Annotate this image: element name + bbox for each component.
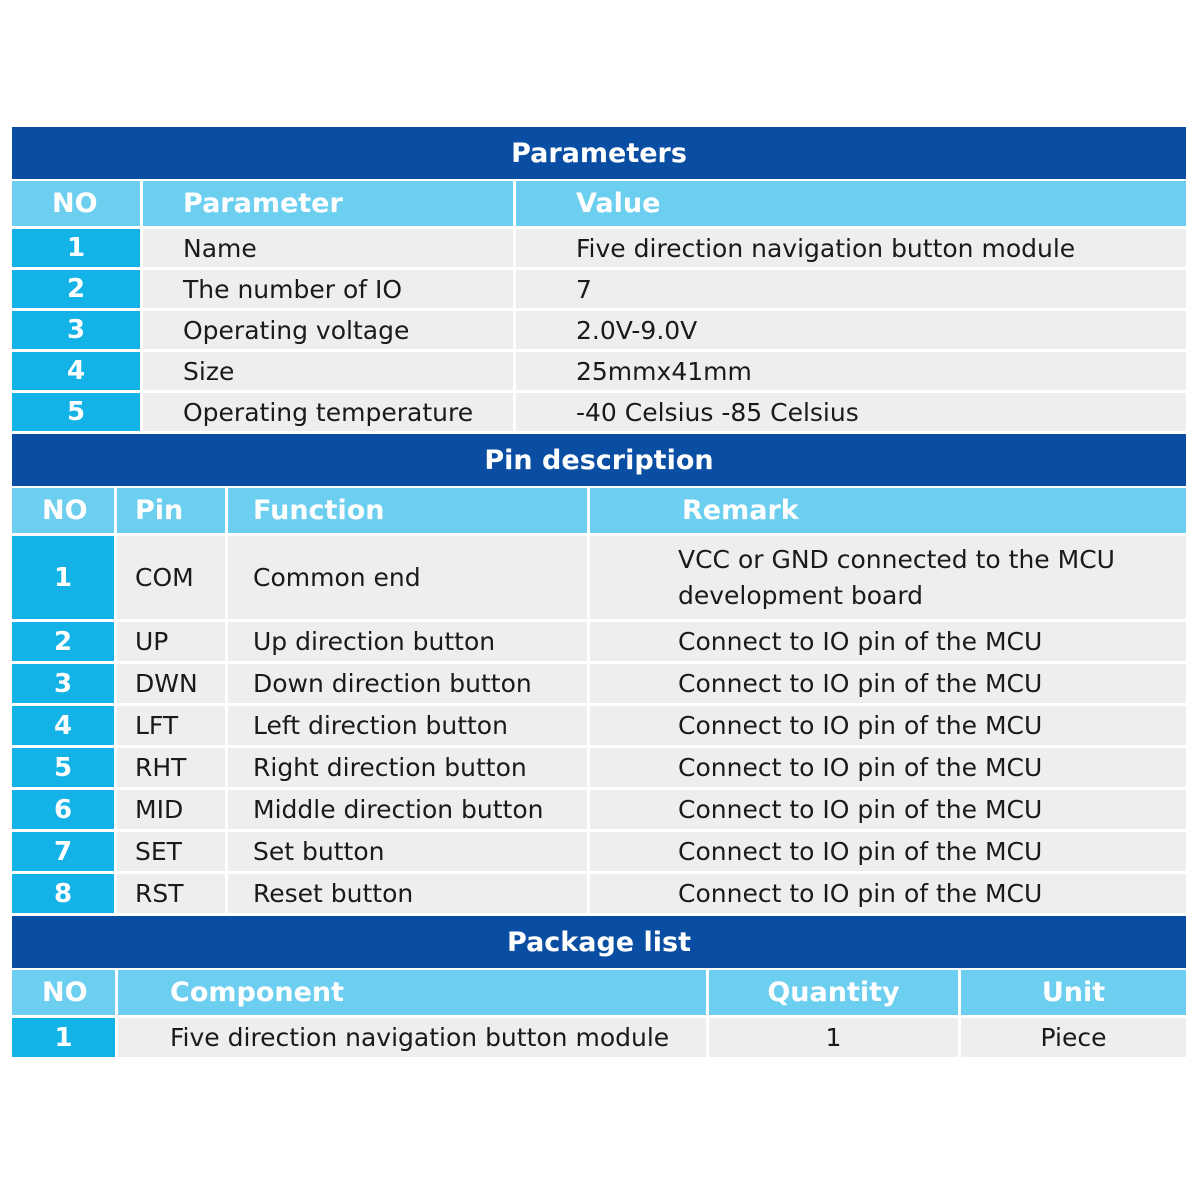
table-row	[12, 1018, 1186, 1060]
header-value: Value	[576, 188, 661, 219]
pin-function: Common end	[228, 536, 590, 619]
table-row	[12, 622, 1186, 664]
table-row	[12, 311, 1186, 352]
row-no: 2	[12, 270, 143, 308]
parameter-name: Name	[143, 229, 516, 267]
row-no: 7	[12, 832, 117, 871]
table-row	[12, 536, 1186, 622]
package-component: Five direction navigation button module	[118, 1018, 709, 1057]
pin-function: Down direction button	[228, 664, 590, 703]
parameters-title: Parameters	[12, 127, 1186, 181]
table-row	[12, 270, 1186, 311]
package-quantity: 1	[709, 1018, 961, 1057]
header-remark: Remark	[682, 495, 799, 526]
pin-function: Reset button	[228, 874, 590, 913]
pin-remark: Connect to IO pin of the MCU	[678, 669, 1043, 698]
parameters-body	[12, 229, 1186, 434]
header-function: Function	[228, 488, 590, 533]
pin-name: RST	[117, 874, 228, 913]
row-no: 4	[12, 352, 143, 390]
parameter-name: Operating voltage	[143, 311, 516, 349]
pin-function: Set button	[228, 832, 590, 871]
table-row	[12, 352, 1186, 393]
row-no: 3	[12, 311, 143, 349]
row-no: 5	[12, 393, 143, 431]
table-row	[12, 874, 1186, 916]
table-row	[12, 832, 1186, 874]
parameter-name: Operating temperature	[143, 393, 516, 431]
pin-function: Up direction button	[228, 622, 590, 661]
row-no: 1	[12, 536, 117, 619]
parameter-value: 2.0V-9.0V	[576, 315, 698, 345]
pin-name: COM	[117, 536, 228, 619]
pin-name: DWN	[117, 664, 228, 703]
package-body	[12, 1018, 1186, 1060]
package-unit: Piece	[1040, 1023, 1107, 1052]
row-no: 3	[12, 664, 117, 703]
table-row	[12, 706, 1186, 748]
pins-title: Pin description	[12, 434, 1186, 488]
header-no: NO	[12, 181, 143, 226]
pins-body	[12, 536, 1186, 916]
header-no: NO	[12, 488, 117, 533]
parameter-name: Size	[143, 352, 516, 390]
header-parameter: Parameter	[143, 181, 516, 226]
pin-name: SET	[117, 832, 228, 871]
table-row	[12, 664, 1186, 706]
parameter-value: Five direction navigation button module	[576, 233, 1076, 263]
pin-name: UP	[117, 622, 228, 661]
pin-remark	[590, 536, 1186, 619]
pin-name: LFT	[117, 706, 228, 745]
pin-remark: Connect to IO pin of the MCU	[678, 711, 1043, 740]
header-component: Component	[118, 970, 709, 1015]
spec-sheet	[12, 127, 1186, 1060]
pin-remark: Connect to IO pin of the MCU	[678, 837, 1043, 866]
row-no: 2	[12, 622, 117, 661]
row-no: 8	[12, 874, 117, 913]
parameter-value: -40 Celsius -85 Celsius	[576, 397, 859, 427]
row-no: 6	[12, 790, 117, 829]
row-no: 5	[12, 748, 117, 787]
row-no: 1	[12, 1018, 118, 1057]
header-unit: Unit	[1041, 977, 1106, 1008]
header-quantity: Quantity	[709, 970, 961, 1015]
parameter-name: The number of IO	[143, 270, 516, 308]
pin-name: MID	[117, 790, 228, 829]
pin-name: RHT	[117, 748, 228, 787]
table-row	[12, 748, 1186, 790]
pin-remark: Connect to IO pin of the MCU	[678, 795, 1043, 824]
pin-function: Middle direction button	[228, 790, 590, 829]
header-pin: Pin	[117, 488, 228, 533]
pin-remark: Connect to IO pin of the MCU	[678, 879, 1043, 908]
pin-remark-line1: VCC or GND connected to the MCU	[678, 544, 1115, 574]
parameters-header-row	[12, 181, 1186, 229]
pin-function: Left direction button	[228, 706, 590, 745]
pin-remark: Connect to IO pin of the MCU	[678, 753, 1043, 782]
pin-function: Right direction button	[228, 748, 590, 787]
parameter-value: 7	[576, 274, 592, 304]
pin-remark: Connect to IO pin of the MCU	[678, 627, 1043, 656]
table-row	[12, 229, 1186, 270]
parameter-value: 25mmx41mm	[576, 356, 752, 386]
header-no: NO	[12, 970, 118, 1015]
pins-header-row	[12, 488, 1186, 536]
table-row	[12, 393, 1186, 434]
row-no: 4	[12, 706, 117, 745]
row-no: 1	[12, 229, 143, 267]
package-title: Package list	[12, 916, 1186, 970]
package-header-row	[12, 970, 1186, 1018]
table-row	[12, 790, 1186, 832]
pin-remark-line2: development board	[678, 580, 924, 610]
